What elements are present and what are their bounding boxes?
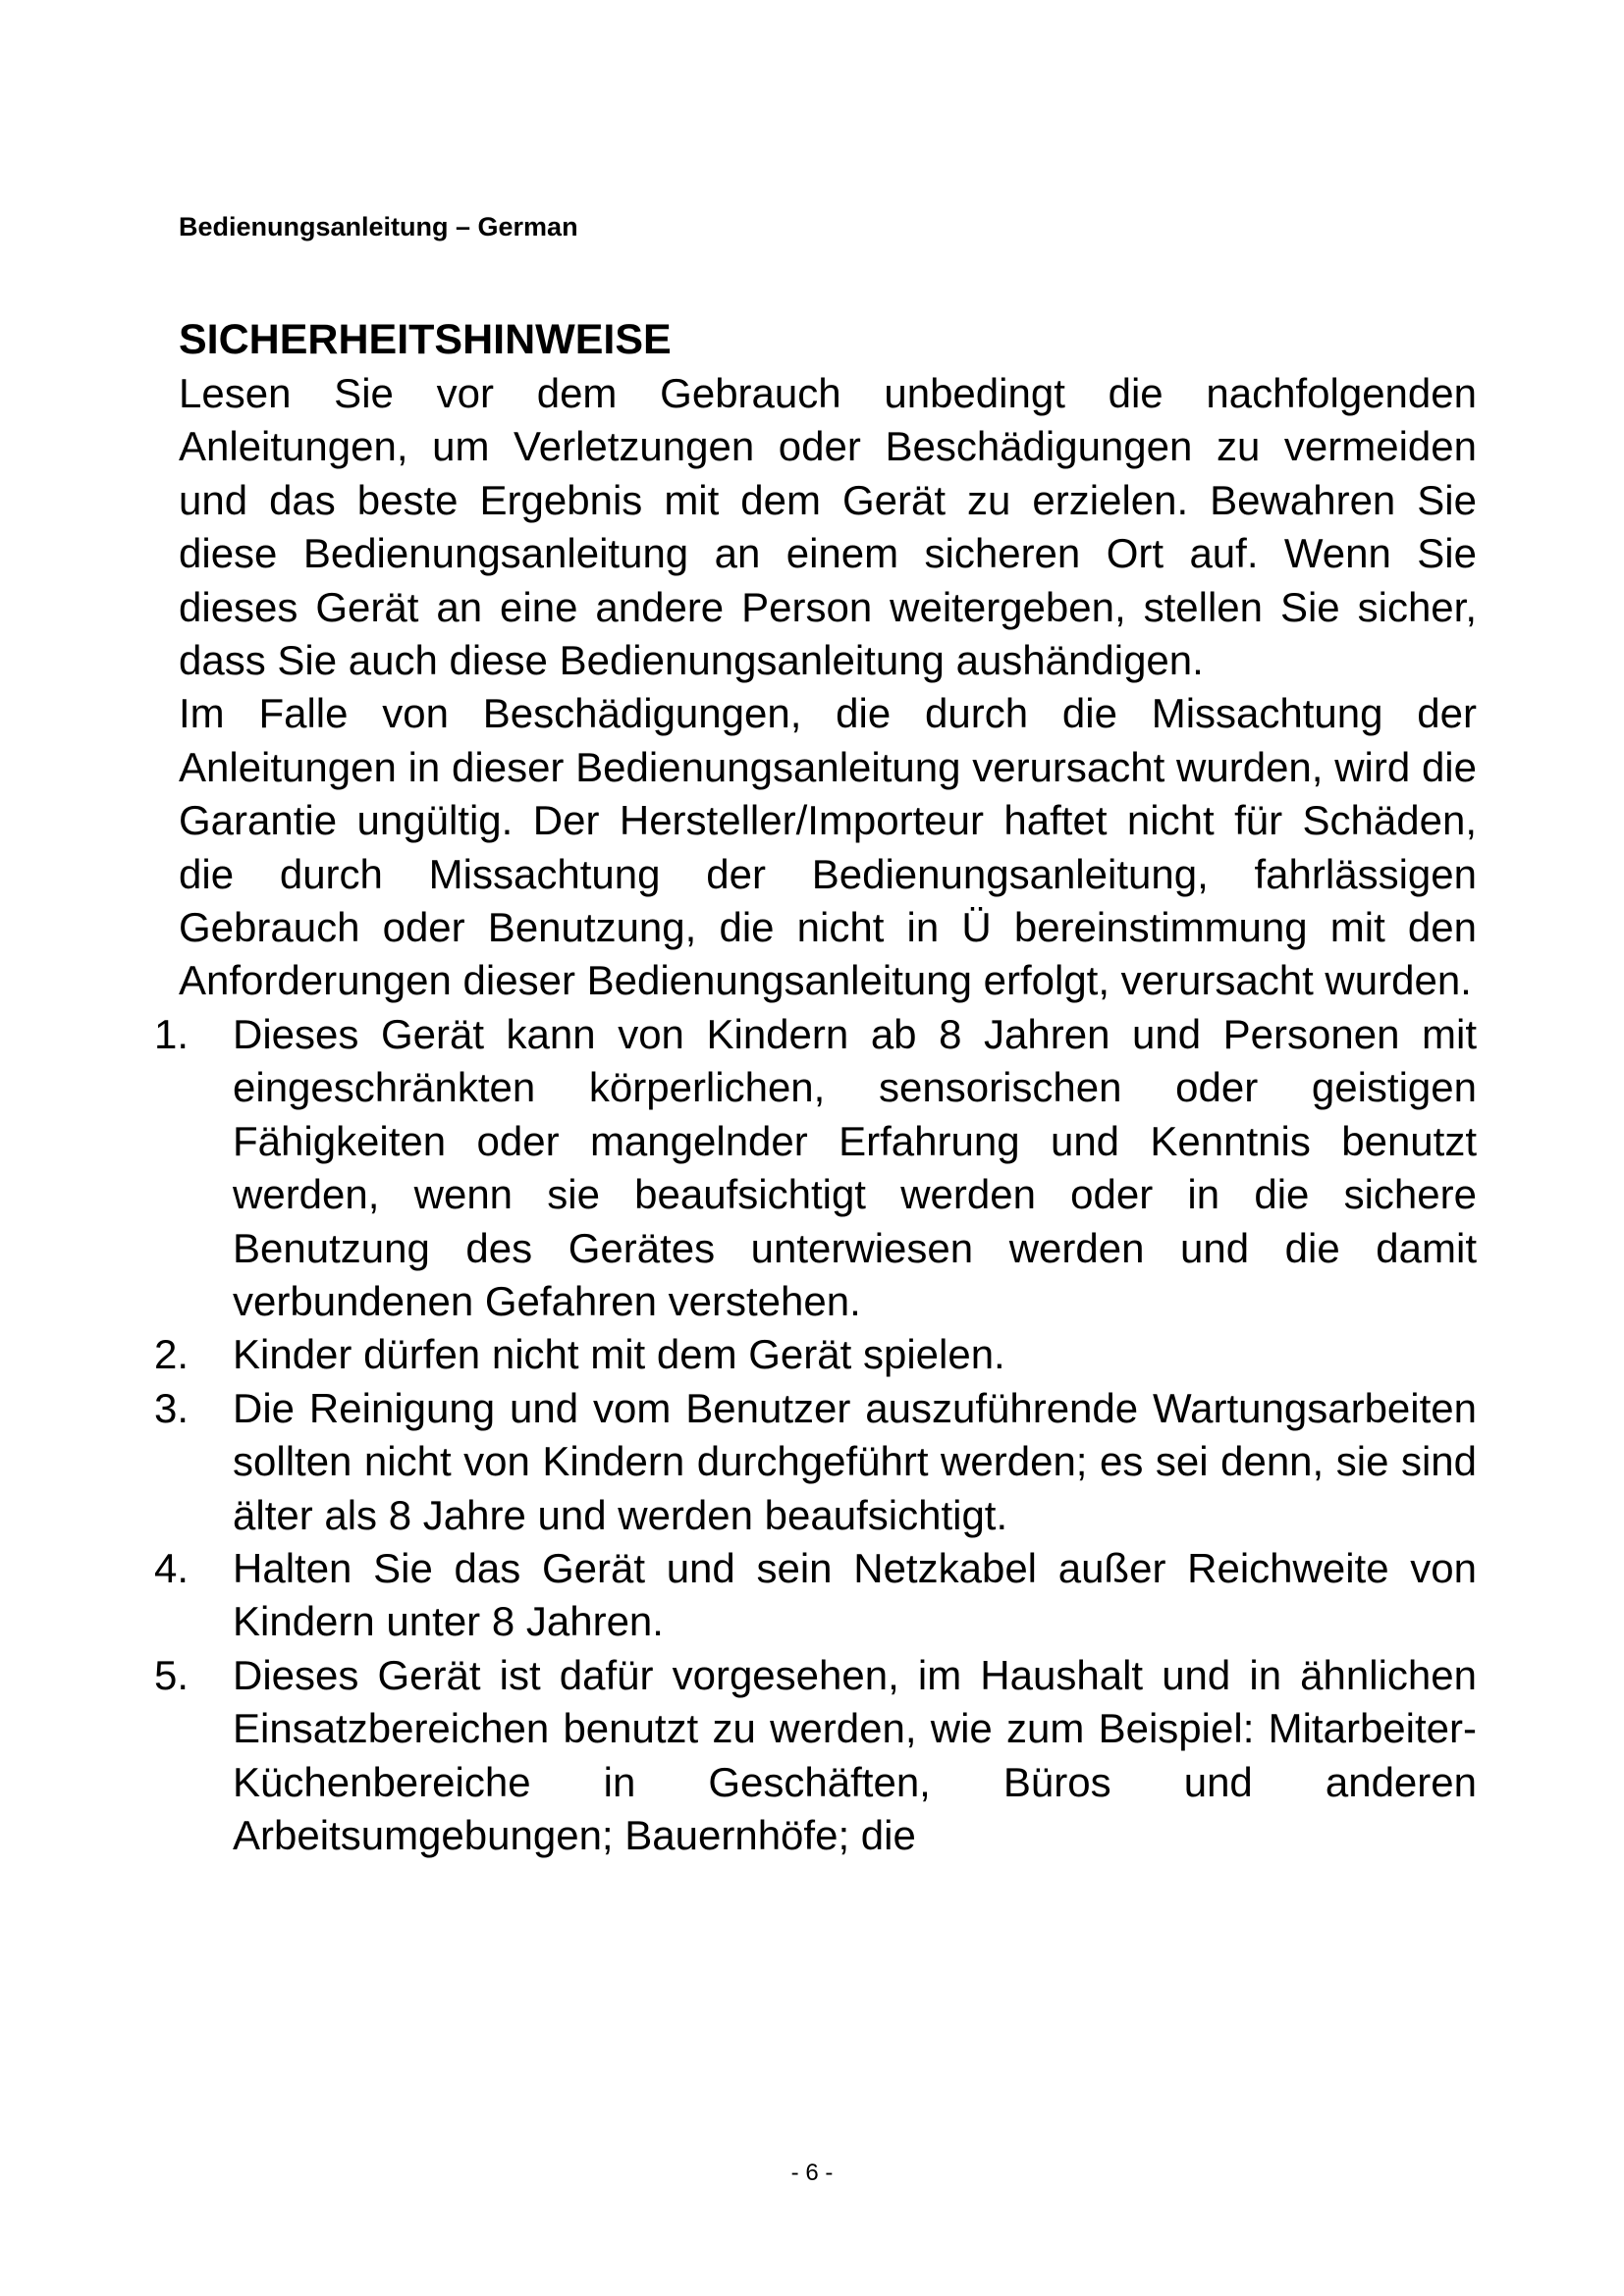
list-item-text: Die Reinigung und vom Benutzer auszuführende Wartungsarbeiten sollten nicht von Kindern durchgeführt werden; es sei denn, sie sind älter als 8 Jahre und werden beaufsichtigt. bbox=[233, 1384, 1477, 1538]
section-title: SICHERHEITSHINWEISE bbox=[179, 316, 672, 363]
list-item-number: 2. bbox=[154, 1331, 189, 1378]
list-item-number: 1. bbox=[154, 1010, 189, 1057]
list-item-number: 3. bbox=[154, 1384, 189, 1431]
page-number: - 6 - bbox=[790, 2160, 834, 2186]
list-item-text: Halten Sie das Gerät und sein Netzkabel außer Reichweite von Kindern unter 8 Jahren. bbox=[233, 1544, 1477, 1645]
safety-list bbox=[154, 1008, 1477, 1863]
list-item-text: Kinder dürfen nicht mit dem Gerät spielen. bbox=[233, 1331, 1005, 1378]
list-item bbox=[154, 1649, 1477, 1863]
list-item-text: Dieses Gerät kann von Kindern ab 8 Jahren und Personen mit eingeschränkten körperlichen, sensorischen oder geistigen Fähigkeiten oder mangelnder Erfahrung und Kenntnis benutzt werden, wenn sie beaufsichtigt werden oder in die sichere Benutzung des Gerätes unterwiesen werden und die damit verbundenen Gefahren verstehen. bbox=[233, 1010, 1477, 1324]
page-header: Bedienungsanleitung – German bbox=[179, 212, 578, 241]
list-item-number: 5. bbox=[154, 1651, 189, 1698]
list-item bbox=[154, 1328, 1477, 1381]
list-item-number: 4. bbox=[154, 1544, 189, 1591]
warranty-paragraph: Im Falle von Beschädigungen, die durch die Missachtung der Anleitungen in dieser Bedienungsanleitung verursacht wurden, wird die Garantie ungültig. Der Hersteller/Importeur haftet nicht für Schäden, die durch Missachtung der Bedienungsanleitung, fahrlässigen Gebrauch oder Benutzung, die nicht in Ü bereinstimmung mit den Anforderungen dieser Bedienungsanleitung erfolgt, verursacht wurden. bbox=[179, 690, 1477, 1004]
list-item bbox=[154, 1542, 1477, 1649]
intro-paragraph: Lesen Sie vor dem Gebrauch unbedingt die nachfolgenden Anleitungen, um Verletzungen oder Beschädigungen zu vermeiden und das beste Ergebnis mit dem Gerät zu erzielen. Bewahren Sie diese Bedienungsanleitung an einem sicheren Ort auf. Wenn Sie dieses Gerät an eine andere Person weitergeben, stellen Sie sicher, dass Sie auch diese Bedienungsanleitung aushändigen. bbox=[179, 370, 1477, 684]
document-body bbox=[154, 312, 1477, 1862]
list-item bbox=[154, 1382, 1477, 1542]
list-item bbox=[154, 1008, 1477, 1328]
list-item-text: Dieses Gerät ist dafür vorgesehen, im Haushalt und in ähnlichen Einsatzbereichen benutzt zu werden, wie zum Beispiel: Mitarbeiter-Küchenbereiche in Geschäften, Büros und anderen Arbeitsumgebungen; Bauernhöfe; die bbox=[233, 1651, 1477, 1858]
